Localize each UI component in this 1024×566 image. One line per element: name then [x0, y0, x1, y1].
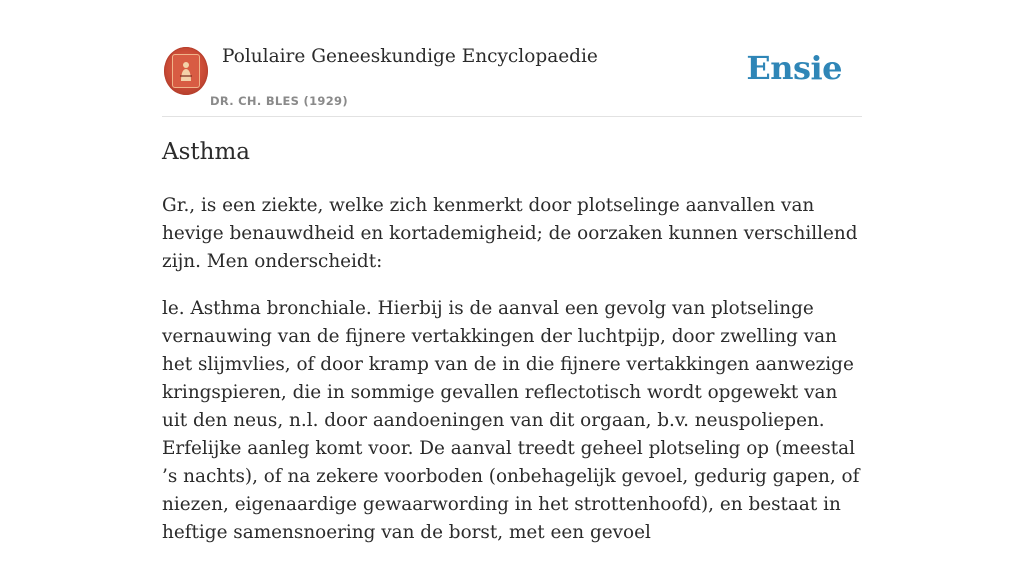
- source-header: [162, 40, 862, 117]
- book-emblem-icon[interactable]: [164, 47, 208, 95]
- source-author: DR. CH. BLES (1929): [210, 94, 348, 108]
- brand-logo[interactable]: Ensie: [746, 49, 842, 87]
- article-title: Asthma: [162, 139, 250, 165]
- source-title[interactable]: Polulaire Geneeskundige Encyclopaedie: [222, 46, 598, 67]
- article-paragraph: Gr., is een ziekte, welke zich kenmerkt door plotselinge aanvallen van hevige benauwdheid en kortademigheid; de oorzaken kunnen verschillend zijn. Men onderscheidt:: [162, 195, 858, 272]
- article-body: [162, 192, 862, 566]
- article-paragraph: le. Asthma bronchiale. Hierbij is de aanval een gevolg van plotselinge vernauwing van de fijnere vertakkingen der luchtpijp, door zwelling van het slijmvlies, of door kramp van de in die fijnere vertakkingen aanwezige kringspieren, die in sommige gevallen reflectotisch wordt opgewekt van uit den neus, n.l. door aandoeningen van dit orgaan, b.v. neuspoliepen. Erfelijke aanleg komt voor. De aanval treedt geheel plotseling op (meestal ’s nachts), of na zekere voorboden (onbehagelijk gevoel, gedurig gapen, of niezen, eigenaardige gewaarwording in het strottenhoofd), en bestaat in heftige samensnoering van de borst, met een gevoel: [162, 298, 860, 543]
